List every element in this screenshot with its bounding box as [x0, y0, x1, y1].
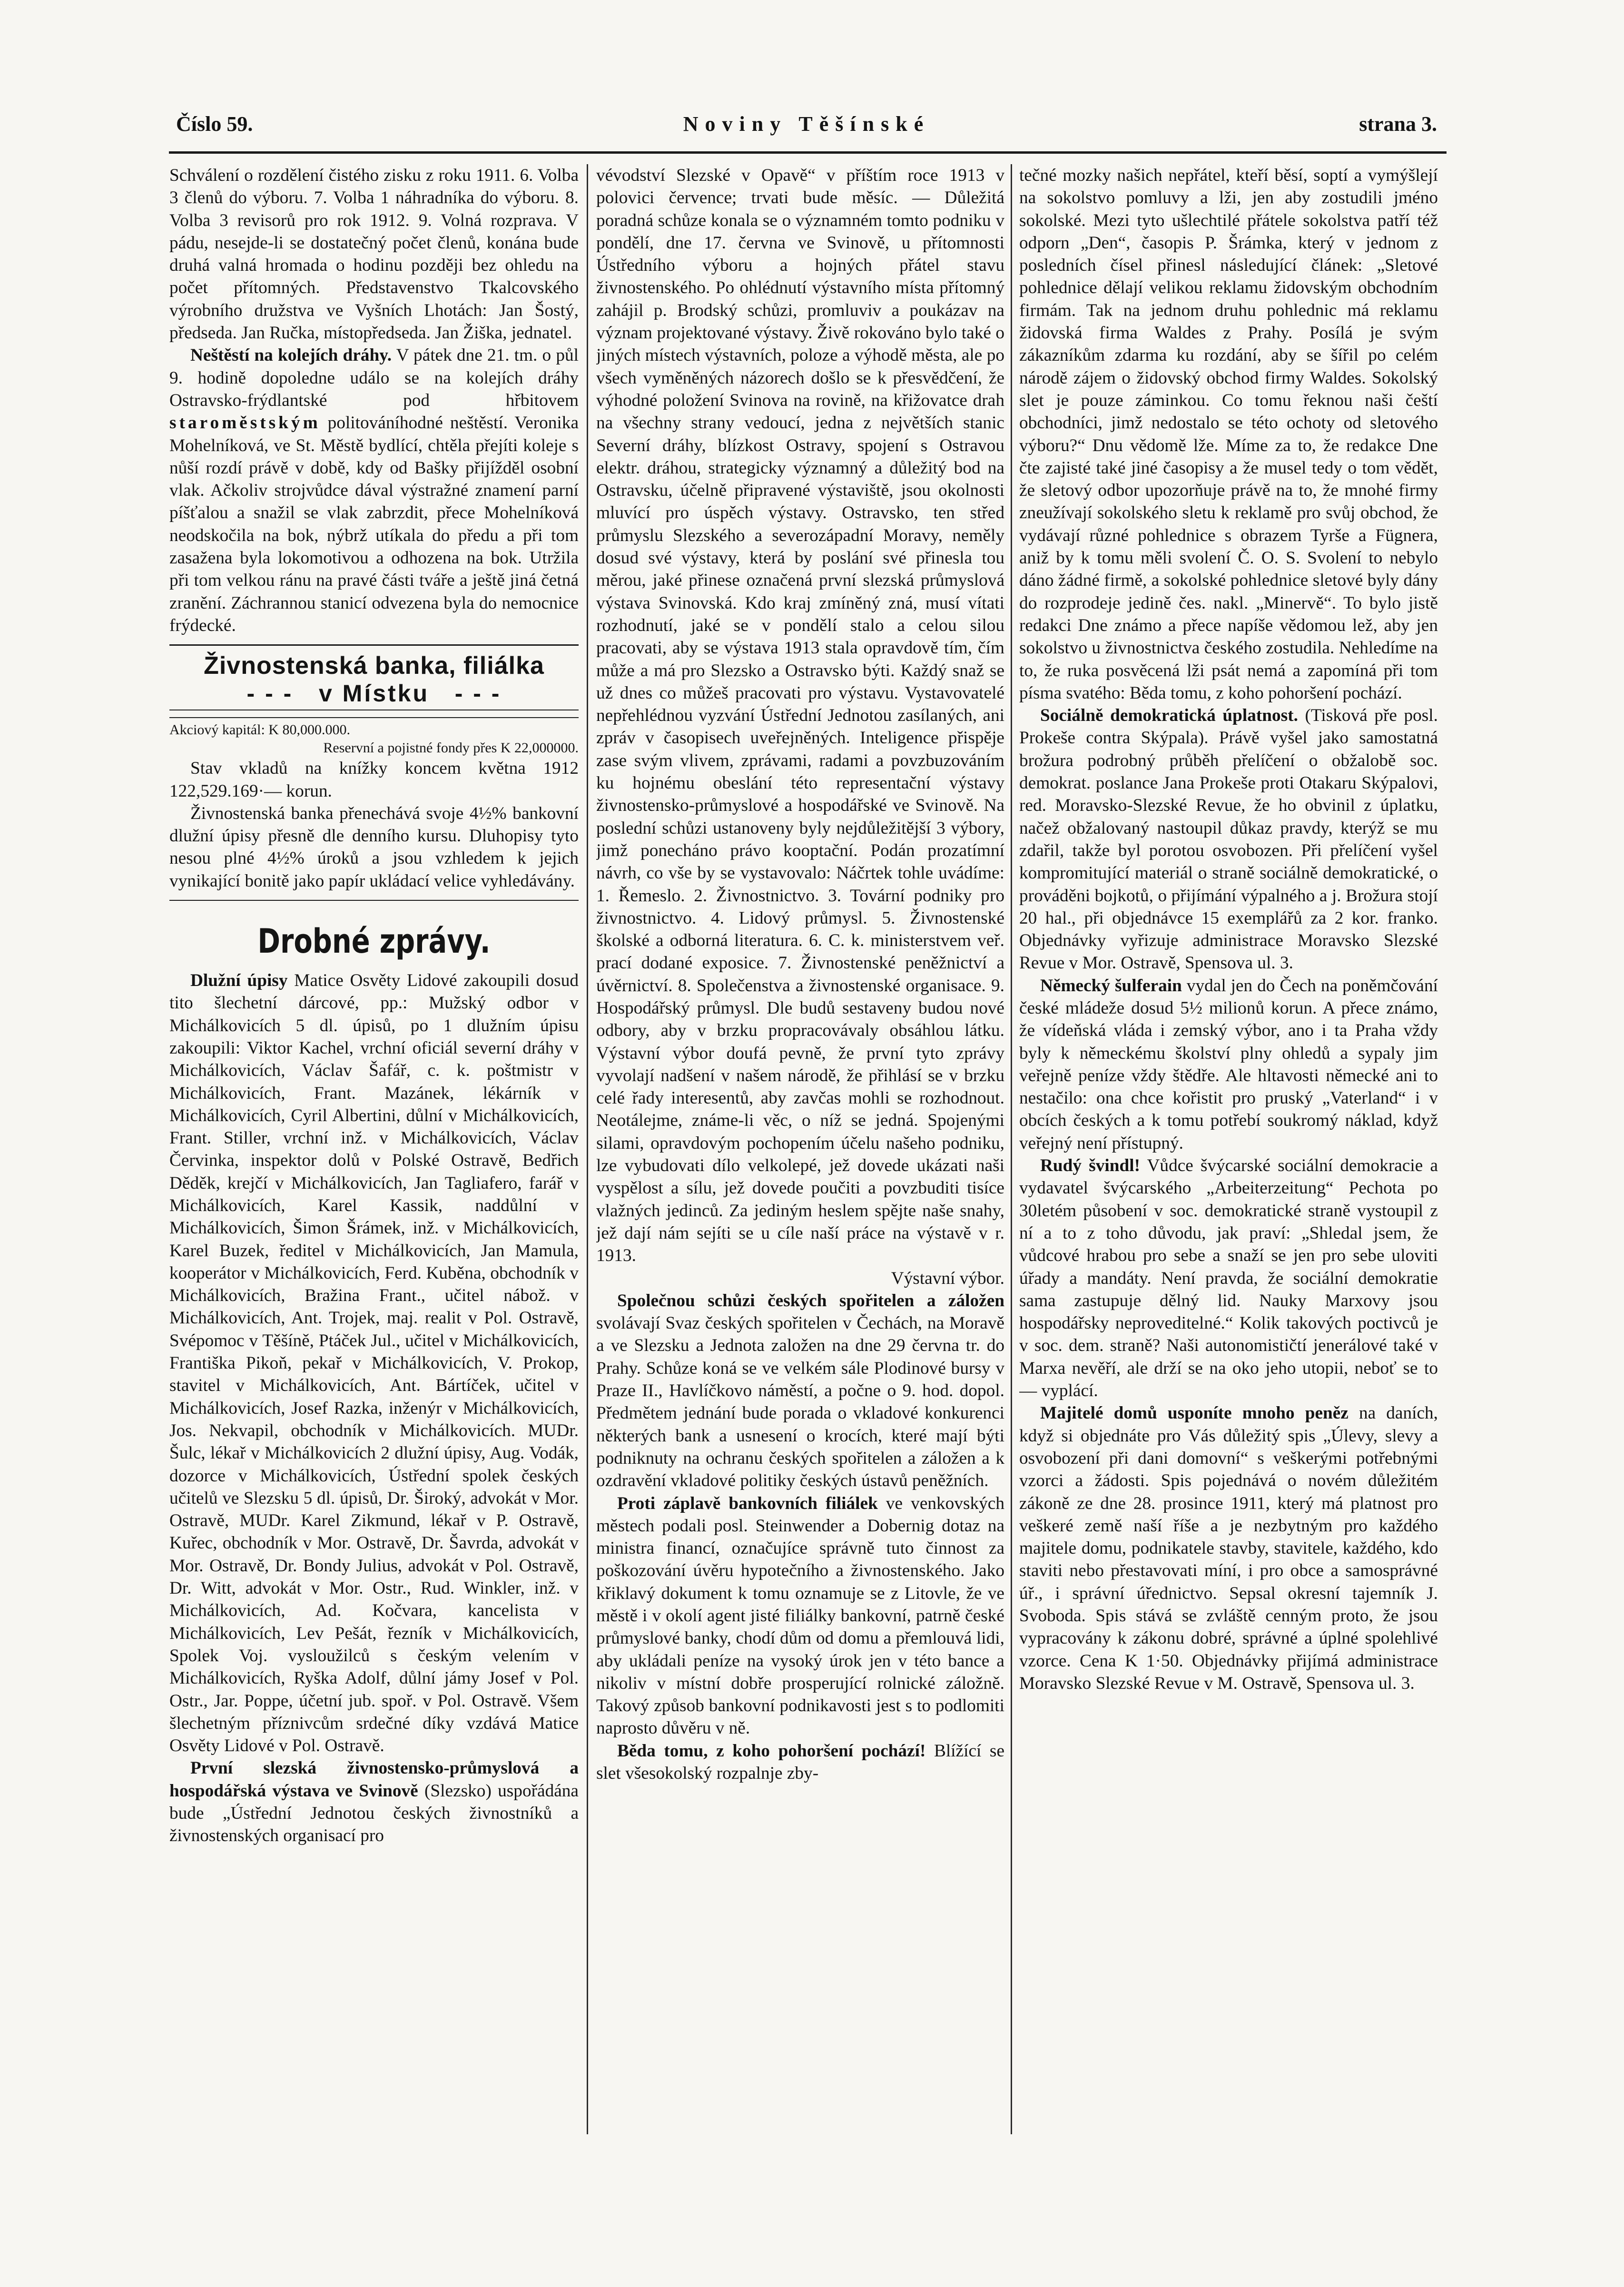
article-headline: Majitelé domů usponíte mnoho peněz: [1040, 1403, 1348, 1423]
article-schulverein: Německý šulferain vydal jen do Čech na poněmčování české mládeže dosud 5½ milionů korun. A přece známo, že vídeňská vláda i zemský výbor, ano i ta Praha vždy byly k německému školství plny ohledů a sypaly jim veřejně peníze vždy štědře. Ale hltavosti německé ani to nestačilo: ona chce kořistit pro pruský „Vaterland“ i v obcích českých a k tomu potřebí soukromý náklad, když veřejný není přístupný.: [1019, 976, 1438, 1153]
article-sokol-continued: tečné mozky našich nepřátel, kteří běsí, soptí a vymýšlejí na sokolstvo pomluvy a lži, jen aby zostudili jméno sokolské. Mezi tyto ušlechtilé přátele sokolstva patří též odporn „Den“, časopis P. Šrámka, který v jednom z posledních čísel přinesl následující článek: „Sletové pohlednice dělají velikou reklamu židovským obchodním firmám. Tak na jednom druhu pohlednic má reklamu židovská firma Waldes z Prahy. Posílá je svým zákazníkům zdarma ku rozdání, aby se šířil po celém národě zájem o židovský obchod firmy Waldes. Sokolský slet je pouze záminkou. Co tomu řeknou naši čeští obchodníci, jimž nedostalo se této ochoty od sletového výboru?“ Dnu vědomě lže. Míme za to, že redakce Dne čte zajisté také jiné časopisy a že musel tedy o tom vědět, že sletový odbor upozorňuje právě na to, že mnohé firmy zneužívají sokolského sletu k reklamě pro svůj obchod, že vydávají různé pohlednice s obrazem Tyrše a Fügnera, aniž by k tomu měli svolení Č. O. S. Svolení to nebylo dáno žádné firmě, a sokolské pohlednice sletové byly dány do rozprodeje jedině čes. nakl. „Minervě“. To bylo jistě redakci Dne známo a přece napíše vědomou lež, aby jen sokolstvo u živnostnictva českého zostudila. Nehledíme na to, že ruka posvěcená lži psát nemá a zapomíná při tom písma svatého: Běda tomu, z koho pohoršení pochází.: [1019, 166, 1438, 703]
article-headline: Běda tomu, z koho pohoršení pochází!: [617, 1741, 926, 1761]
article-headline: Sociálně demokratická úplatnost.: [1040, 706, 1298, 726]
article-headline: Dlužní úpisy: [190, 971, 288, 991]
article-headline: Rudý švindl!: [1040, 1156, 1141, 1176]
page-number: strana 3.: [1359, 112, 1437, 136]
column-3: [1019, 164, 1438, 2139]
article-accident: Neštěstí na kolejích dráhy. V pátek dne 21. tm. o půl 9. hodině dopoledne událo se na kolejích dráhy Ostravsko-frýdlantské pod hřbitovem staroměstským politováníhodné neštěstí. Veronika Mohelníková, ve St. Městě bydlící, chtěla přejíti koleje s nůší rozdí právě v době, kdy od Bašky přijížděl osobní vlak. Ačkoliv strojvůdce dával výstražné znamení parní píšťalou a snažil se vlak zabrzdit, přece Mohelníková neodskočila na bok, nýbrž utíkala do předu a při tom zasažena byla lokomotivou a odhozena na bok. Utržila při tom velkou ránu na pravé části tváře a ještě jiná četná zranění. Záchrannou stanicí odvezena byla do nemocnice frýdecké.: [169, 345, 579, 635]
article-bank-branches: Proti záplavě bankovních filiálek ve venkovských městech podali posl. Steinwender a Dobernig dotaz na ministra financí, označujíce správně tuto činnost za poškozování úvěru hypotečního a živnostenského. Jako křiklavý dokument k tomu oznamuje se z Litovle, že ve městě i v okolí agent jisté filiálky bankovní, patrně české průmyslové banky, chodí dům od domu a přemlouvá lidi, aby ukládali peníze na vysoký úrok jen v této bance a nikoliv v místní dobře prosperující rolnické záložně. Takový způsob bankovní podnikavosti jest s to podlomiti naprosto důvěru v ně.: [596, 1493, 1004, 1738]
article-house-owners: Majitelé domů usponíte mnoho peněz na daních, když si objednáte pro Vás důležitý spis „Úlevy, slevy a osvobození při dani domovní“ s veškerými potřebnými vzorci a žádosti. Spis pojednává o novém důležitém zákoně ze dne 28. prosince 1911, který má platnost pro veškeré země naší říše a je nezbytným pro každého majitele domu, podnikatele stavby, stavitele, každého, kdo staviti nebo přestavovati míní, i pro obce a samosprávné úř., i správní úřednictvo. Sepsal okresní tajemník J. Svoboda. Spis stává se zvláště cenným proto, že jsou vypracovány k zákonu dobré, správné a úplné spolehlivé vzorce. Cena K 1·50. Objednávky přijímá administrace Moravsko Slezské Revue v M. Ostravě, Spensova ul. 3.: [1019, 1403, 1438, 1693]
bank-ad-body: Živnostenská banka přenechává svoje 4½% bankovní dlužní úpisy přesně dle denního kursu. Dluhopisy tyto nesou plné 4½% úroků a jsou vzhledem k jejich vynikající bonitě jako papír ukládací velice vyhledávány.: [169, 803, 579, 891]
article-headline: Neštěstí na kolejích dráhy.: [190, 345, 392, 365]
article-headline: První slezská živnostensko-průmyslová a hospodářská výstava ve Svinově: [169, 1758, 579, 1801]
column-rule-1: [587, 164, 588, 2134]
article-headline: Německý šulferain: [1040, 976, 1182, 996]
column-rule-2: [1011, 164, 1012, 2134]
article-exhibition-continued: vévodství Slezské v Opavě“ v příštím roce 1913 v polovici července; trvati bude měsíc. — Důležitá poradná schůze konala se o významném tomto podniku v pondělí, dne 17. června ve Svinově, u přítomnosti Ústředního výboru a hojných přátel stavu živnostenského. Po ohlédnutí výstavního místa přítomný zahájil p. Brodský schůzi, promluviv a poukázav na význam projektované výstavy. Živě rokováno bylo také o jiných místech výstavních, poloze a výhodě města, ale po všech vyměněných názorech došlo se k přesvědčení, že výhodné položení Svinova na rovině, na křižovatce drah na všechny strany vedoucí, jedna z největších stanic Severní dráhy, blízkost Ostravy, spojení s Ostravou elektr. dráhou, strategicky významný a důležitý bod na Ostravsku, účelně připravené výstaviště, jsou okolnosti mluvící pro úspěch výstavy. Ostravsko, ten střed průmyslu Slezského a severozápadní Moravy, neměly dosud své výstavy, která by poslání své přinesla tou měrou, jaké přinese označená první slezská průmyslová výstava Svinovská. Kdo kraj zmíněný zná, musí vítati rozhodnutí, jaké se v pondělí stalo a celou silou pracovati, aby se výstava 1913 stala opravdově tím, čím může a má pro Slezsko a Ostravsko býti. Každý snaž se už dnes co můžeš pracovati pro výstavu. Vystavovatelé nepřehlédnou vyzvání Ústřední Jednotou zasílaných, ani zpráv v časopisech uveřejněných. Inteligence přispěje zase svým vlivem, zprávami, radami a povzbuzováním ku hojnému obeslání této representační výstavy živnostensko-průmyslové a hospodářské ve Svinově. Na poslední schůzi ustanoveny byly nejdůležitější 3 výbory, jimž ponecháno právo kooptační. Podán prozatímní návrh, co vše by se vystavovalo: Náčrtek tohle uvádíme: 1. Řemeslo. 2. Živnostnictvo. 3. Tovární podniky pro živnostnictvo. 4. Lidový průmysl. 5. Živnostenské školské a odborná literatura. 6. C. k. ministerstvem veř. prací dodané exposice. 7. Živnostenské peněžnictví a úvěrnictví. 8. Společenstva a živnostenské organisace. 9. Hospodářský průmysl. Dle budů sestaveny budou nové odbory, aby v brzku propracovávaly obsáhlou látku. Výstavní výbor doufá pevně, že první tyto zprávy vyvolají nadšení v našem národě, že přihlásí se v brzku celé řady interesentů, aby zavčas mohli se rozhodnout. Neotálejme, známe-li věc, o níž se jedná. Spojenými silami, opravdovým pochopením účelu našeho podniku, lze vybudovati dílo velkolepé, jež dovede ukázati naši vyspělost a sílu, jež dovede poučiti a povzbuditi tisíce vlažných jedinců. Za jediným heslem spějte naše snahy, jež dají nám sejíti se u cíle naší práce na výstavě v r. 1913.: [596, 166, 1004, 1266]
header-rule: [169, 151, 1447, 154]
article-headline: Proti záplavě bankovních filiálek: [617, 1493, 878, 1513]
ornamental-rule: [169, 710, 579, 718]
newspaper-title: Noviny Těšínské: [683, 112, 930, 136]
article-red-swindle: Rudý švindl! Vůdce švýcarské sociální demokracie a vydavatel švýcarského „Arbeiterzeitung“ Pechota po 30letém působení v soc. demokratické straně vystoupil z ní a to z toho důvodu, jak praví: „Shledal jsem, že vůdcové hrabou pro sebe a snaží se jen pro sebe uloviti úřady a mandáty. Není pravda, že sociální demokratie sama zastupuje dělný lid. Nauky Marxovy jsou hospodářsky neproveditelné.“ Kolik takových poctivců je v soc. dem. straně? Naši autonomističtí jenerálové také v Marxa nevěří, ale drží se na oko jeho utopii, neboť se to — vyplácí.: [1019, 1156, 1438, 1401]
section-heading: Drobné zprávy.: [257, 922, 491, 961]
article-exhibition: První slezská živnostensko-průmyslová a hospodářská výstava ve Svinově (Slezsko) uspořádána bude „Ústřední Jednotou českých živnostníků a živnostenských organisací pro: [169, 1758, 579, 1846]
issue-number: Číslo 59.: [176, 112, 253, 136]
article-headline: Společnou schůzi českých spořitelen a záložen: [617, 1291, 1004, 1311]
article-donors: Dlužní úpisy Matice Osvěty Lidové zakoupili dosud tito šlechetní dárcové, pp.: Mužský odbor v Michálkovicích 5 dl. úpisů, po 1 dlužním úpisu zakoupili: Viktor Kachel, vrchní oficiál severní dráhy v Michálkovicích, Václav Šafář, c. k. poštmistr v Michálkovicích, Frant. Mazánek, lékárník v Michálkovicích, Cyril Albertini, důlní v Michálkovicích, Frant. Stiller, vrchní inž. v Michálkovicích, Václav Červinka, inspektor dolů v Polské Ostravě, Bedřich Děděk, krejčí v Michálkovicích, Jan Tagliafero, farář v Michálkovicích, Karel Kassik, naddůlní v Michálkovicích, Šimon Šrámek, inž. v Michálkovicích, Karel Buzek, ředitel v Michálkovicích, Jan Mamula, kooperátor v Michálkovicích, Ferd. Kuběna, obchodník v Michálkovicích, Bražina Frant., učitel nábož. v Michálkovicích, Ant. Trojek, maj. realit v Pol. Ostravě, Svépomoc v Těšíně, Ptáček Jul., učitel v Michálkovicích, Františka Pikoň, pekař v Michálkovicích, V. Prokop, stavitel v Michálkovicích, Ant. Bártíček, učitel v Michálkovicích, Josef Razka, inženýr v Michálkovicích, Jos. Nekvapil, obchodník v Michálkovicích. MUDr. Šulc, lékař v Michálkovicích 2 dlužní úpisy, Aug. Vodák, dozorce v Michálkovicích, Ústřední spolek českých učitelů ve Slezsku 5 dl. úpisů, Dr. Široký, advokát v Mor. Ostravě, MUDr. Karel Zikmund, lékař v P. Ostravě, Kuřec, obchodník v Mor. Ostravě, Dr. Šavrda, advokát v Mor. Ostravě, Dr. Bondy Julius, advokát v Pol. Ostravě, Dr. Witt, advokát v Mor. Ostr., Rud. Winkler, inž. v Michálkovicích, Ad. Kočvara, kancelista v Michálkovicích, Lev Pešát, řezník v Michálkovicích, Spolek Voj. vysloužilců s českým velením v Michálkovicích, Ryška Adolf, důlní jámy Josef v Pol. Ostr., Jar. Poppe, účetní jub. spoř. v Pol. Ostravě. Všem šlechetným příznivcům srdečné díky vzdává Matice Osvěty Lidové v Pol. Ostravě.: [169, 971, 579, 1756]
bank-deposits: Stav vkladů na knížky koncem května 1912 122,529.169·— korun.: [169, 759, 579, 801]
section-divider: [169, 644, 579, 646]
column-1: [169, 164, 579, 2139]
bank-reserves: Reservní a pojistné fondy přes K 22,000000.: [323, 740, 579, 756]
column-2: [596, 164, 1004, 2139]
article-social-democrats: Sociálně demokratická úplatnost. (Tisková pře posl. Prokeše contra Skýpala). Právě vyšel jako samostatná brožura podrobný průběh přelíčení o obžalobě soc. demokrat. poslance Jana Prokeše proti Otakaru Skýpalovi, red. Moravsko-Slezské Revue, že ho obvinil z úplatku, načež obžalovaný nastoupil důkaz pravdy, kterýž se mu zdařil, takže byl porotou osvobozen. Při přelíčení vyšel kompromitující materiál o straně sociálně demokratické, o prováděni bojkotů, o přijímání výpalného a j. Brožura stojí 20 hal., při objednávce 15 exemplářů za 2 kor. franko. Objednávky vyřizuje administrace Moravsko Slezské Revue v Mor. Ostravě, Spensova ul. 3.: [1019, 706, 1438, 973]
article-signature: Výstavní výbor.: [891, 1268, 1004, 1288]
bank-capital: Akciový kapitál: K 80,000.000.: [169, 722, 350, 738]
section-divider: [169, 900, 579, 901]
article-sokol: Běda tomu, z koho pohoršení pochází! Blížící se slet všesokolský rozpalnje zby-: [596, 1741, 1004, 1784]
bank-ad-title: Živnostenská banka, filiálka: [204, 652, 544, 680]
bank-ad-subtitle: - - - v Místku - - -: [246, 680, 502, 707]
article-savings-banks: Společnou schůzi českých spořitelen a záložen svolávají Svaz českých spořitelen v Čechách, na Moravě a ve Slezsku a Jednota založen na dne 29 června tr. do Prahy. Schůze koná se ve velkém sále Plodinové bursy v Praze II., Havlíčkovo náměstí, a počne o 9. hod. dopol. Předmětem jednání bude porada o vkladové konkurenci některých bank a usnesení o krocích, které mají býti podniknuty na ochranu českých spořitelen a záložen a k ozdravění vkladové politiky českých ústavů peněžních.: [596, 1291, 1004, 1491]
article-continuation: Schválení o rozdělení čistého zisku z roku 1911. 6. Volba 3 členů do výboru. 7. Volba 1 náhradníka do výboru. 8. Volba 3 revisorů pro rok 1912. 9. Volná rozprava. V pádu, nesejde-li se dostatečný počet členů, konána bude druhá valná hromada o hodinu později bez ohledu na počet přítomných. Představenstvo Tkalcovského výrobního družstva ve Vyšních Lhotách: Jan Šostý, předseda. Jan Ručka, místopředseda. Jan Žiška, jednatel.: [169, 166, 579, 343]
page-header: [176, 112, 1437, 140]
